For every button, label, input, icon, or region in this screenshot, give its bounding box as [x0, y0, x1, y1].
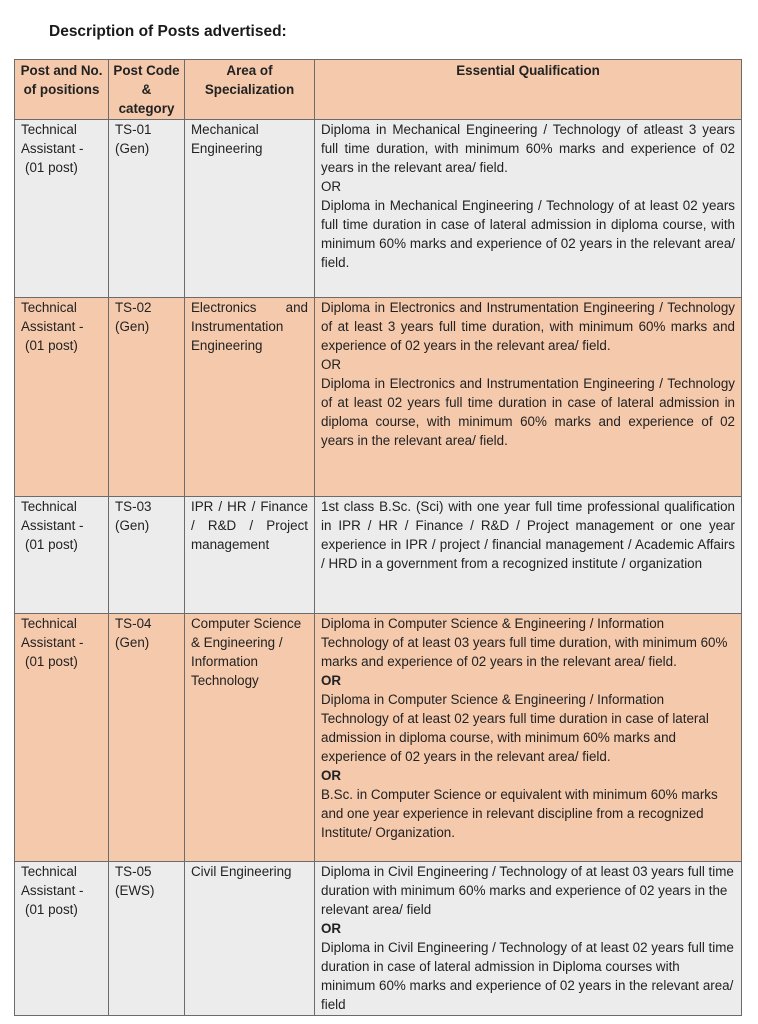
qualification-cell: [315, 497, 742, 614]
post-title: Technical: [21, 300, 77, 315]
post-category: (Gen): [115, 518, 150, 533]
post-title: Technical: [21, 864, 77, 879]
code-cell: [109, 497, 185, 614]
qualification-option: Diploma in Electronics and Instrumentation Engineering / Technology of at least 02 years full time duration in case of lateral admission in diploma course, with minimum 60% marks and experience of 02 years in the relevant area/ field.: [321, 376, 735, 448]
post-cell: [15, 862, 109, 1016]
post-code: TS-02: [115, 300, 152, 315]
post-title: Assistant -: [21, 141, 84, 156]
area-cell: IPR / HR / Finance / R&D / Project management: [185, 497, 315, 614]
or-separator: OR: [321, 673, 342, 688]
qualification-option: Diploma in Computer Science & Engineering / Information Technology of at least 02 years full time duration in case of lateral admission in diploma course, with minimum 60% marks and experience of 02 years in the relevant area/ field.: [321, 692, 709, 764]
area-cell: Civil Engineering: [185, 862, 315, 1016]
post-cell: [15, 614, 109, 862]
qualification-cell: [315, 298, 742, 497]
or-separator: OR: [321, 921, 342, 936]
table-row: [15, 497, 742, 614]
post-code: TS-04: [115, 616, 152, 631]
page-title: Description of Posts advertised:: [49, 23, 287, 40]
table-row: [15, 862, 742, 1016]
qualification-cell: [315, 120, 742, 298]
post-count: (01 post): [25, 160, 78, 175]
post-title: Technical: [21, 499, 77, 514]
or-separator: OR: [321, 768, 342, 783]
post-title: Assistant -: [21, 518, 84, 533]
post-count: (01 post): [25, 902, 78, 917]
post-title: Assistant -: [21, 319, 84, 334]
area-cell: Electronics and Instrumentation Engineering: [185, 298, 315, 497]
qualification-option: B.Sc. in Computer Science or equivalent with minimum 60% marks and one year experience in relevant discipline from a recognized Institute/ Organization.: [321, 787, 718, 840]
or-separator: OR: [321, 179, 342, 194]
post-cell: [15, 120, 109, 298]
post-category: (Gen): [115, 141, 150, 156]
post-cell: [15, 298, 109, 497]
code-cell: [109, 120, 185, 298]
header-post: Post and No. of positions: [15, 60, 109, 120]
post-title: Technical: [21, 616, 77, 631]
post-title: Assistant -: [21, 883, 84, 898]
qualification-option: Diploma in Civil Engineering / Technology of at least 02 years full time duration in case of lateral admission in Diploma courses with minimum 60% marks and experience of 02 years in the relevant area/ field: [321, 940, 734, 1012]
qualification-cell: [315, 862, 742, 1016]
area-cell: Mechanical Engineering: [185, 120, 315, 298]
header-area: Area of Specialization: [185, 60, 315, 120]
table-row: [15, 298, 742, 497]
table-row: [15, 614, 742, 862]
table-header-row: [15, 60, 742, 120]
code-cell: [109, 614, 185, 862]
posts-table: [14, 59, 742, 1016]
post-category: (EWS): [115, 883, 155, 898]
or-separator: OR: [321, 357, 342, 372]
post-count: (01 post): [25, 537, 78, 552]
header-qualification: Essential Qualification: [315, 60, 742, 120]
qualification-option: Diploma in Electronics and Instrumentation Engineering / Technology of at least 3 years full time duration, with minimum 60% marks and experience of 02 years in the relevant area/ field.: [321, 300, 735, 353]
post-count: (01 post): [25, 338, 78, 353]
qualification-option: Diploma in Mechanical Engineering / Technology of at least 02 years full time duration in case of lateral admission in diploma course, with minimum 60% marks and experience of 02 years in the relevant area/ field.: [321, 198, 735, 270]
post-title: Assistant -: [21, 635, 84, 650]
qualification-option: 1st class B.Sc. (Sci) with one year full time professional qualification in IPR / HR / Finance / R&D / Project management or one year experience in IPR / project / financial management / Academic Affairs / HRD in a government from a recognized institute / organization: [321, 499, 735, 571]
qualification-cell: [315, 614, 742, 862]
post-title: Technical: [21, 122, 77, 137]
qualification-option: Diploma in Civil Engineering / Technology of at least 03 years full time duration with minimum 60% marks and experience of 02 years in the relevant area/ field: [321, 864, 734, 917]
post-category: (Gen): [115, 635, 150, 650]
post-count: (01 post): [25, 654, 78, 669]
qualification-option: Diploma in Computer Science & Engineering / Information Technology of at least 03 years full time duration, with minimum 60% marks and experience of 02 years in the relevant area/ field.: [321, 616, 728, 669]
header-code: Post Code & category: [109, 60, 185, 120]
table-row: [15, 120, 742, 298]
post-code: TS-03: [115, 499, 152, 514]
code-cell: [109, 298, 185, 497]
post-category: (Gen): [115, 319, 150, 334]
area-cell: Computer Science & Engineering / Information Technology: [185, 614, 315, 862]
code-cell: [109, 862, 185, 1016]
post-code: TS-01: [115, 122, 152, 137]
post-code: TS-05: [115, 864, 152, 879]
qualification-option: Diploma in Mechanical Engineering / Technology of atleast 3 years full time duration, with minimum 60% marks and experience of 02 years in the relevant area/ field.: [321, 122, 735, 175]
post-cell: [15, 497, 109, 614]
